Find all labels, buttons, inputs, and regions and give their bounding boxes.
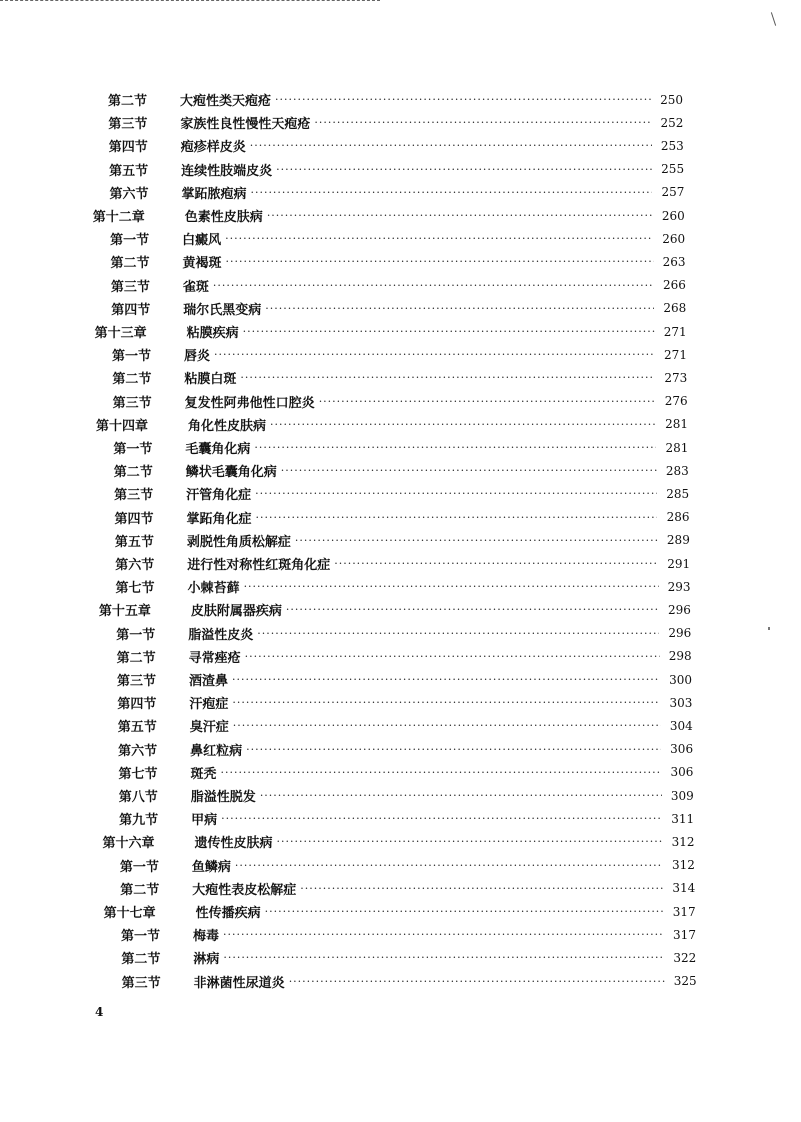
entry-page: 298	[668, 649, 692, 664]
leader-dots	[220, 766, 661, 779]
leader-dots	[265, 302, 654, 315]
entry-title: 汗疱症	[189, 697, 229, 713]
entry-label: 第四节	[117, 697, 157, 713]
entry-label: 第六节	[109, 186, 149, 202]
entry-page: 285	[666, 486, 690, 501]
leader-dots	[319, 395, 656, 408]
entry-page: 304	[669, 718, 693, 733]
toc-section-entry	[122, 970, 697, 993]
leader-dots	[265, 905, 664, 918]
toc-section-entry	[111, 274, 686, 297]
entry-label: 第十七章	[103, 906, 156, 921]
entry-title: 雀斑	[182, 279, 209, 295]
entry-page: 306	[670, 765, 694, 780]
toc-section-entry	[109, 181, 684, 204]
toc-section-entry	[117, 691, 692, 714]
toc-section-entry	[120, 877, 695, 900]
entry-label: 第二节	[116, 650, 156, 666]
entry-label: 第一节	[116, 627, 156, 643]
entry-page: 296	[668, 626, 692, 641]
toc-section-entry	[117, 668, 692, 691]
entry-label: 第十三章	[94, 326, 147, 341]
toc-chapter-entry	[93, 204, 685, 227]
entry-title: 掌跖角化症	[186, 511, 252, 527]
entry-title: 疱疹样皮炎	[180, 140, 246, 156]
entry-page: 263	[662, 254, 686, 269]
leader-dots	[277, 835, 663, 848]
leader-dots	[260, 789, 662, 802]
toc-chapter-entry	[99, 598, 691, 621]
entry-title: 角化性皮肤病	[188, 418, 267, 434]
leader-dots	[286, 603, 659, 616]
scan-mark	[771, 12, 776, 26]
entry-page: 268	[663, 301, 687, 316]
toc-section-entry	[121, 923, 696, 946]
entry-label: 第三节	[114, 488, 154, 504]
entry-label: 第三节	[108, 117, 148, 133]
entry-title: 剥脱性角质松解症	[186, 534, 291, 550]
entry-title: 家族性良性慢性天疱疮	[180, 117, 311, 133]
entry-label: 第三节	[121, 975, 161, 991]
entry-label: 第二节	[121, 952, 161, 968]
entry-title: 脂溢性脱发	[190, 790, 256, 805]
entry-label: 第二节	[120, 882, 160, 898]
leader-dots	[232, 696, 660, 709]
entry-label: 第三节	[117, 674, 157, 689]
entry-title: 连续性肢端皮炎	[181, 163, 273, 179]
toc-section-entry	[115, 529, 690, 552]
entry-page: 253	[660, 138, 684, 153]
scan-dashed-edge	[0, 0, 380, 1]
leader-dots	[267, 209, 653, 222]
leader-dots	[223, 928, 664, 941]
entry-label: 第十六章	[102, 836, 155, 852]
leader-dots	[246, 743, 661, 756]
entry-page: 303	[669, 695, 693, 710]
entry-label: 第二节	[113, 465, 153, 481]
entry-title: 唇炎	[183, 349, 210, 365]
entry-page: 271	[664, 347, 687, 362]
leader-dots	[213, 279, 654, 292]
toc-section-entry	[109, 158, 684, 181]
toc-section-entry	[111, 297, 686, 320]
entry-title: 粘膜疾病	[186, 326, 239, 341]
leader-dots	[223, 951, 664, 964]
entry-page: 281	[665, 417, 689, 432]
leader-dots	[255, 487, 657, 500]
leader-dots	[255, 511, 657, 524]
entry-page: 309	[670, 788, 694, 803]
leader-dots	[214, 348, 655, 361]
entry-title: 斑秃	[190, 766, 217, 782]
leader-dots	[257, 627, 659, 640]
entry-title: 甲病	[191, 813, 218, 829]
leader-dots	[221, 812, 662, 825]
entry-label: 第二节	[112, 372, 152, 388]
entry-title: 鳞状毛囊角化病	[185, 465, 277, 481]
entry-title: 瑞尔氏黑变病	[183, 302, 262, 318]
entry-label: 第二节	[108, 94, 148, 109]
entry-title: 臭汗症	[189, 720, 229, 736]
entry-label: 第四节	[114, 511, 154, 527]
toc-section-entry	[110, 227, 685, 250]
entry-label: 第四节	[111, 302, 151, 318]
entry-title: 大疱性类天疱疮	[180, 94, 272, 109]
entry-label: 第六节	[118, 743, 158, 759]
toc-section-entry	[116, 622, 691, 645]
leader-dots	[276, 163, 652, 176]
entry-label: 第一节	[113, 442, 153, 457]
leader-dots	[243, 325, 655, 338]
entry-label: 第十四章	[96, 418, 149, 434]
entry-label: 第一节	[120, 929, 160, 945]
entry-page: 273	[664, 370, 688, 385]
entry-title: 白癜风	[182, 233, 222, 249]
toc-section-entry	[116, 575, 691, 598]
entry-page: 260	[661, 208, 685, 223]
leader-dots	[289, 975, 665, 988]
entry-title: 复发性阿弗他性口腔炎	[184, 395, 315, 411]
leader-dots	[245, 650, 660, 663]
leader-dots	[334, 557, 658, 570]
entry-label: 第四节	[108, 140, 148, 156]
entry-page: 283	[665, 463, 689, 478]
toc-section-entry	[108, 88, 683, 111]
entry-label: 第八节	[118, 790, 158, 805]
entry-page: 293	[667, 579, 691, 594]
toc-section-entry	[114, 459, 689, 482]
entry-page: 271	[663, 324, 687, 339]
entry-page: 257	[661, 185, 685, 200]
entry-page: 322	[673, 950, 697, 965]
toc-section-entry	[112, 366, 687, 389]
toc-section-entry	[118, 738, 693, 761]
entry-title: 黄褐斑	[182, 256, 222, 272]
toc-section-entry	[118, 761, 693, 784]
toc-section-entry	[118, 714, 693, 737]
entry-title: 皮肤附属器疾病	[190, 604, 282, 620]
toc-section-entry	[121, 946, 696, 969]
leader-dots	[250, 186, 652, 199]
entry-title: 梅毒	[192, 929, 219, 945]
entry-label: 第五节	[117, 720, 157, 736]
toc-section-entry	[113, 436, 688, 459]
entry-label: 第二节	[110, 256, 150, 272]
entry-label: 第五节	[109, 163, 149, 179]
entry-label: 第九节	[119, 813, 159, 829]
entry-page: 289	[666, 533, 690, 548]
entry-page: 260	[662, 231, 686, 246]
entry-page: 312	[671, 834, 695, 849]
leader-dots	[300, 882, 663, 895]
entry-label: 第一节	[110, 233, 150, 249]
entry-label: 第七节	[118, 766, 158, 782]
leader-dots	[226, 255, 654, 268]
entry-label: 第三节	[110, 279, 150, 295]
leader-dots	[250, 139, 652, 152]
entry-title: 非淋菌性尿道炎	[193, 975, 285, 991]
entry-page: 311	[671, 811, 695, 826]
entry-title: 鱼鳞病	[191, 859, 231, 875]
leader-dots	[270, 418, 656, 431]
leader-dots	[275, 93, 651, 106]
entry-label: 第十二章	[92, 210, 145, 225]
toc-section-entry	[117, 645, 692, 668]
entry-title: 色素性皮肤病	[184, 210, 263, 225]
toc-section-entry	[113, 390, 688, 413]
toc-section-entry	[119, 784, 694, 807]
leader-dots	[314, 116, 651, 129]
entry-page: 286	[666, 510, 690, 525]
entry-title: 鼻红粒病	[190, 743, 243, 759]
entry-page: 300	[669, 672, 692, 687]
toc-section-entry	[119, 807, 694, 830]
entry-page: 317	[672, 904, 696, 919]
toc-section-entry	[109, 134, 684, 157]
entry-page: 312	[671, 858, 695, 873]
toc-chapter-entry	[103, 830, 695, 853]
entry-label: 第三节	[112, 395, 152, 411]
toc-chapter-entry	[95, 320, 687, 343]
leader-dots	[240, 371, 655, 384]
entry-page: 266	[662, 278, 686, 293]
entry-label: 第五节	[114, 534, 154, 550]
toc-section-entry	[112, 343, 687, 366]
scan-speck	[768, 627, 770, 630]
leader-dots	[281, 464, 657, 477]
toc-section-entry	[108, 111, 683, 134]
entry-page: 296	[668, 602, 691, 617]
entry-title: 淋病	[193, 952, 220, 968]
entry-title: 遗传性皮肤病	[194, 836, 273, 852]
toc-chapter-entry	[96, 413, 688, 436]
entry-page: 250	[660, 92, 683, 107]
toc-section-entry	[111, 250, 686, 273]
leader-dots	[254, 441, 656, 454]
entry-page: 281	[665, 440, 689, 455]
entry-label: 第七节	[115, 581, 155, 597]
entry-page: 276	[664, 394, 688, 409]
entry-page: 255	[661, 162, 685, 177]
entry-title: 小棘苔藓	[187, 581, 240, 597]
entry-page: 314	[672, 881, 696, 896]
entry-title: 脂溢性皮炎	[188, 627, 254, 643]
entry-page: 252	[660, 115, 684, 130]
leader-dots	[244, 580, 659, 593]
toc-chapter-entry	[104, 900, 696, 923]
toc-section-entry	[114, 506, 689, 529]
toc-section-entry	[120, 854, 695, 877]
entry-title: 大疱性表皮松解症	[192, 882, 297, 898]
leader-dots	[235, 859, 663, 872]
entry-label: 第一节	[119, 859, 159, 875]
entry-title: 酒渣鼻	[189, 674, 229, 689]
entry-page: 291	[667, 556, 691, 571]
entry-title: 毛囊角化病	[185, 442, 251, 457]
entry-page: 317	[673, 927, 696, 942]
entry-page: 325	[673, 974, 697, 989]
entry-page: 306	[670, 742, 694, 757]
entry-label: 第十五章	[98, 604, 151, 620]
entry-title: 粘膜白斑	[184, 372, 237, 388]
entry-title: 汗管角化症	[186, 488, 252, 504]
entry-title: 寻常痤疮	[188, 650, 241, 666]
toc-section-entry	[115, 552, 690, 575]
entry-label: 第一节	[111, 349, 151, 365]
entry-label: 第六节	[115, 558, 155, 573]
leader-dots	[232, 673, 660, 686]
leader-dots	[225, 232, 653, 245]
toc-section-entry	[114, 482, 689, 505]
page-number: 4	[95, 1005, 104, 1019]
leader-dots	[233, 719, 661, 732]
entry-title: 掌跖脓疱病	[181, 186, 247, 202]
leader-dots	[295, 534, 658, 547]
entry-title: 进行性对称性红斑角化症	[187, 558, 331, 573]
entry-title: 性传播疾病	[195, 906, 261, 921]
